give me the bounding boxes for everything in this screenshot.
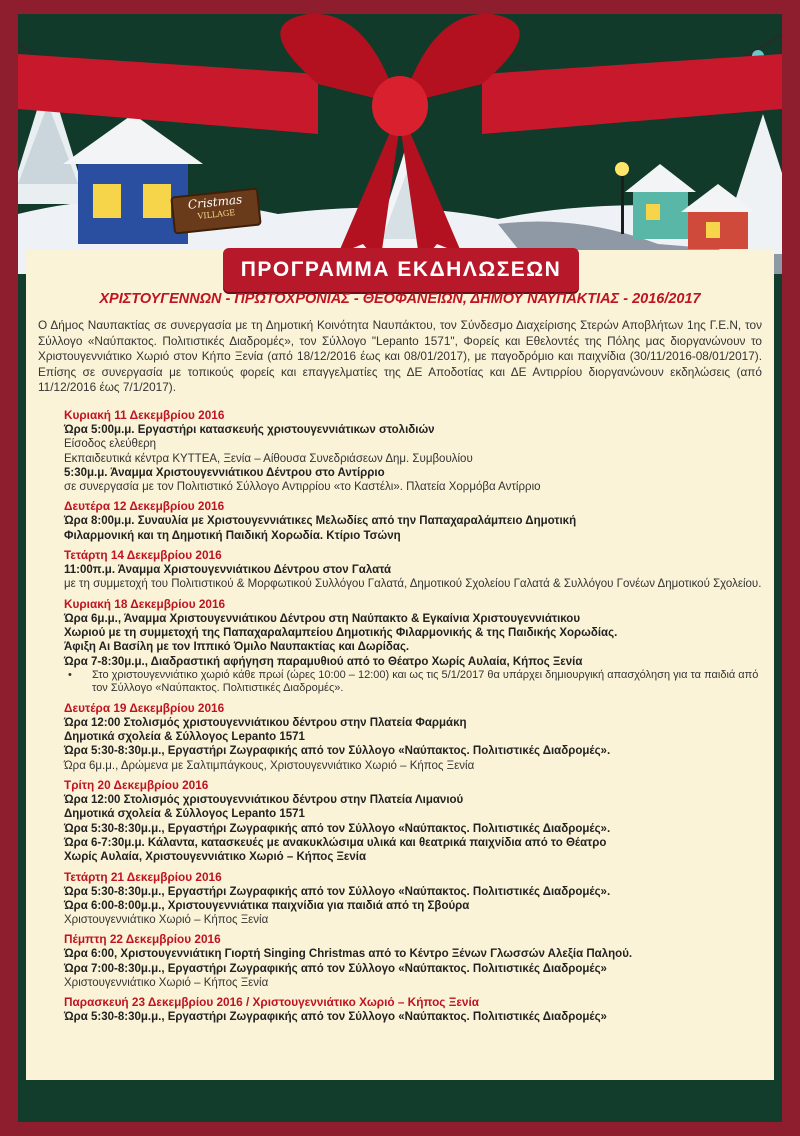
event-line: Δημοτικά σχολεία & Σύλλογος Lepanto 1571 — [64, 808, 305, 821]
event-note: • Στο χριστουγεννιάτικο χωριό κάθε πρωί (ώρες 10:00 – 12:00) και ως τις 5/1/2017 θα υπάρχει δημιουργική απασχόληση για τα παιδιά από τον Σύλλογο «Ναύπακτος. Πολιτιστικές Διαδρομές». — [64, 669, 764, 696]
day-heading: Δευτέρα 19 Δεκεμβρίου 2016 — [64, 700, 225, 715]
header-illustration — [18, 14, 782, 274]
logo-line2: VILLAGE — [197, 208, 236, 221]
event-line: Ώρα 7-8:30μ.μ., Διαδραστική αφήγηση παραμυθιού από το Θέατρο Χωρίς Αυλαία, Κήπος Ξενία — [64, 655, 583, 668]
event-line: Φιλαρμονική και τη Δημοτική Παιδική Χορωδία. Κτίριο Τσώνη — [64, 529, 401, 542]
event-line: Ώρα 8:00μ.μ. Συναυλία με Χριστουγεννιάτικες Μελωδίες από την Παπαχαραλάμπειο Δημοτική — [64, 515, 577, 528]
event-line: Είσοδος ελεύθερη — [64, 438, 157, 451]
event-line: Ώρα 7:00-8:30μ.μ., Εργαστήρι Ζωγραφικής από τον Σύλλογο «Ναύπακτος. Πολιτιστικές Διαδρομές» — [64, 962, 607, 975]
event-line: σε συνεργασία με τον Πολιτιστικό Σύλλογο Αντιρρίου «το Καστέλι». Πλατεία Χορμόβα Αντίρριο — [64, 481, 541, 494]
day-section — [64, 995, 764, 1024]
event-schedule — [64, 408, 764, 1030]
page-title: ΠΡΟΓΡΑΜΜΑ ΕΚΔΗΛΩΣΕΩΝ — [240, 258, 562, 281]
event-line: 5:30μ.μ. Άναμμα Χριστουγεννιάτικου Δέντρου στο Αντίρριο — [64, 466, 385, 479]
day-section — [64, 408, 764, 494]
event-line: Ώρα 6μ.μ., Δρώμενα με Σαλτιμπάγκους, Χριστουγεννιάτικο Χωριό – Κήπος Ξενία — [64, 759, 475, 772]
day-section — [64, 870, 764, 928]
event-line: Ώρα 5:30-8:30μ.μ., Εργαστήρι Ζωγραφικής από τον Σύλλογο «Ναύπακτος. Πολιτιστικές Διαδρομές». — [64, 822, 611, 835]
event-line: Ώρα 6μ.μ., Άναμμα Χριστουγεννιάτικου Δέντρου στη Ναύπακτο & Εγκαίνια Χριστουγεννιάτικου — [64, 612, 581, 625]
event-line: Χωρίς Αυλαία, Χριστουγεννιάτικο Χωριό – Κήπος Ξενία — [64, 851, 367, 864]
event-line: Ώρα 6:00, Χριστουγεννιάτικη Γιορτή Singing Christmas από το Κέντρο Ξένων Γλωσσών Αλεξία Παληού. — [64, 948, 633, 961]
event-line: Ώρα 5:00μ.μ. Εργαστήρι κατασκευής χριστουγεννιάτικων στολιδιών — [64, 424, 435, 436]
day-heading: Πέμπτη 22 Δεκεμβρίου 2016 — [64, 932, 221, 947]
day-heading: Δευτέρα 12 Δεκεμβρίου 2016 — [64, 499, 225, 514]
event-line: 11:00π.μ. Άναμμα Χριστουγεννιάτικου Δέντρου στον Γαλατά — [64, 564, 392, 577]
title-banner — [223, 248, 579, 292]
intro-paragraph: Ο Δήμος Ναυπακτίας σε συνεργασία με τη Δημοτική Κοινότητα Ναυπάκτου, τον Σύνδεσμο Διαχείρισης Στερών Αποβλήτων 1ης Γ.Ε.Ν, τον Σύλλογο «Ναύπακτος. Πολιτιστικές Διαδρομές», τον Σύλλογο "Lepanto 1571", Φορείς και Εθελοντές της Πόλης μας διοργανώνουν το Χριστουγεννιάτικο Χωριό στον Κήπο Ξενία (από 18/12/2016 έως και 08/01/2017), με παγοδρόμιο και παιχνίδια (30/11/2016-08/01/2017). Επίσης σε συνεργασία με τοπικούς φορείς και επαγγελματίες της ΔΕ Αποδοτίας και ΔΕ Αντιρρίου διοργανώνουν εκδηλώσεις (από 11/12/2016 έως 7/1/2017). — [38, 318, 762, 395]
logo-line1: Cristmas — [187, 192, 243, 212]
event-line: Ώρα 6:00-8:00μ.μ., Χριστουγεννιάτικα παιχνίδια για παιδιά από τη Σβούρα — [64, 899, 470, 912]
event-line: Ώρα 5:30-8:30μ.μ., Εργαστήρι Ζωγραφικής από τον Σύλλογο «Ναύπακτος. Πολιτιστικές Διαδρομές» — [64, 1011, 607, 1024]
day-section — [64, 778, 764, 864]
day-heading: Κυριακή 11 Δεκεμβρίου 2016 — [64, 408, 225, 422]
day-heading: Τετάρτη 21 Δεκεμβρίου 2016 — [64, 869, 222, 884]
event-line: Δημοτικά σχολεία & Σύλλογος Lepanto 1571 — [64, 731, 305, 744]
day-section — [64, 701, 764, 773]
event-line: Χριστουγεννιάτικο Χωριό – Κήπος Ξενία — [64, 977, 269, 990]
day-section — [64, 932, 764, 990]
day-heading: Τετάρτη 14 Δεκεμβρίου 2016 — [64, 548, 222, 563]
event-line: Χριστουγεννιάτικο Χωριό – Κήπος Ξενία — [64, 914, 269, 927]
event-line: Άφιξη Αι Βασίλη με τον Ιππικό Όμιλο Ναυπακτίας και Δωρίδας. — [64, 641, 410, 654]
event-line: Ώρα 5:30-8:30μ.μ., Εργαστήρι Ζωγραφικής από τον Σύλλογο «Ναύπακτος. Πολιτιστικές Διαδρομές». — [64, 745, 611, 758]
day-heading: Κυριακή 18 Δεκεμβρίου 2016 — [64, 596, 226, 611]
day-section — [64, 499, 764, 543]
event-line: Ώρα 12:00 Στολισμός χριστουγεννιάτικου δέντρου στην Πλατεία Λιμανιού — [64, 794, 464, 807]
day-section — [64, 597, 764, 696]
event-line: Ώρα 5:30-8:30μ.μ., Εργαστήρι Ζωγραφικής από τον Σύλλογο «Ναύπακτος. Πολιτιστικές Διαδρομές». — [64, 885, 611, 898]
day-heading: Παρασκευή 23 Δεκεμβρίου 2016 / Χριστουγεννιάτικο Χωριό – Κήπος Ξενία — [64, 995, 480, 1010]
bottom-band — [18, 1080, 782, 1122]
event-line: Ώρα 12:00 Στολισμός χριστουγεννιάτικου δέντρου στην Πλατεία Φαρμάκη — [64, 716, 467, 729]
event-line: με τη συμμετοχή του Πολιτιστικού & Μορφωτικού Συλλόγου Γαλατά, Δημοτικού Σχολείου Γαλατά & Συλλόγου Γονέων Δημοτικού Σχολείου. — [64, 578, 762, 591]
subtitle: ΧΡΙΣΤΟΥΓΕΝΝΩΝ - ΠΡΩΤΟΧΡΟΝΙΑΣ - ΘΕΟΦΑΝΕΙΩΝ, ΔΗΜΟΥ ΝΑΥΠΑΚΤΙΑΣ - 2016/2017 — [99, 291, 701, 307]
event-line: Χωριού με τη συμμετοχή της Παπαχαραλαμπείου Δημοτικής Φιλαρμονικής & της Παιδικής Χορωδίας. — [64, 626, 618, 639]
day-section — [64, 548, 764, 592]
event-line: Ώρα 6-7:30μ.μ. Κάλαντα, κατασκευές με ανακυκλώσιμα υλικά και θεατρικά παιχνίδια από το Θέατρο — [64, 836, 607, 849]
day-heading: Τρίτη 20 Δεκεμβρίου 2016 — [64, 778, 209, 793]
event-line: Εκπαιδευτικά κέντρα ΚΥΤΤΕΑ, Ξενία – Αίθουσα Συνεδριάσεων Δημ. Συμβουλίου — [64, 452, 473, 465]
